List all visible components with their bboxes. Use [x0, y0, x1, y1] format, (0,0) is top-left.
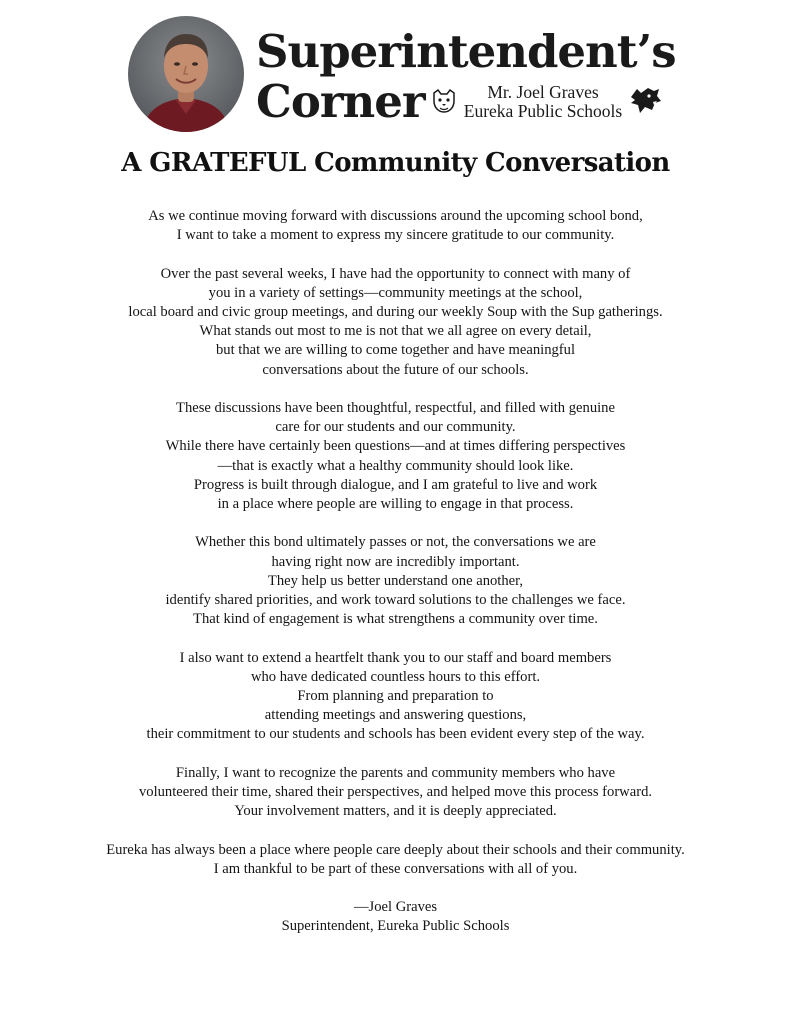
paragraph — [0, 841, 791, 879]
body-line: their commitment to our students and schools has been evident every step of the way. — [146, 726, 645, 743]
body-line: They help us better understand one another, — [267, 572, 524, 589]
body-line: local board and civic group meetings, and during our weekly Soup with the Sup gatherings. — [128, 304, 663, 320]
cougar-face-icon — [430, 88, 458, 114]
signature-block — [0, 898, 791, 936]
letter-body — [0, 207, 791, 937]
body-line: As we continue moving forward with discussions around the upcoming school bond, — [148, 208, 643, 224]
body-line: That kind of engagement is what strengthens a community over time. — [193, 611, 598, 628]
superintendent-portrait — [128, 16, 244, 132]
body-line: These discussions have been thoughtful, respectful, and filled with genuine — [176, 400, 615, 416]
portrait-photo — [128, 16, 244, 132]
body-line: —that is exactly what a healthy community should look like. — [217, 457, 574, 474]
body-line: Your involvement matters, and it is deeply appreciated. — [234, 803, 557, 820]
body-line: What stands out most to me is not that we all agree on every detail, — [199, 323, 592, 340]
body-line: Over the past several weeks, I have had the opportunity to connect with many of — [160, 265, 631, 282]
paragraph — [0, 265, 791, 380]
body-line: From planning and preparation to — [297, 688, 494, 705]
cougar-head-icon — [628, 85, 662, 115]
paragraph — [0, 764, 791, 822]
body-line: Progress is built through dialogue, and I am grateful to live and work — [193, 476, 598, 493]
body-line: identify shared priorities, and work toward solutions to the challenges we face. — [165, 592, 626, 609]
header-title-line-1: Superintendent’s — [256, 25, 676, 78]
body-line: in a place where people are willing to engage in that process. — [217, 496, 574, 513]
body-line: care for our students and our community. — [275, 419, 516, 436]
body-line: attending meetings and answering questions, — [264, 707, 527, 724]
header-title-line-2: Corner — [256, 75, 425, 128]
body-line: While there have certainly been questions—and at times differing perspectives — [165, 438, 626, 455]
body-line: but that we are willing to come together and have meaningful — [215, 342, 576, 359]
page-headline: A GRATEFUL Community Conversation — [121, 148, 670, 178]
body-line: you in a variety of settings—community meetings at the school, — [208, 284, 583, 301]
paragraph — [0, 533, 791, 629]
body-line: I am thankful to be part of these conversations with all of you. — [213, 860, 578, 877]
body-line: volunteered their time, shared their perspectives, and helped move this process forward. — [138, 784, 653, 801]
body-line: who have dedicated countless hours to this effort. — [250, 668, 541, 685]
byline — [460, 83, 626, 121]
body-line: I also want to extend a heartfelt thank you to our staff and board members — [179, 649, 612, 666]
signature-title: Superintendent, Eureka Public Schools — [281, 918, 510, 935]
paragraph — [0, 399, 791, 514]
body-line: Whether this bond ultimately passes or not, the conversations we are — [195, 534, 596, 551]
body-line: Eureka has always been a place where people care deeply about their schools and their community. — [106, 841, 685, 858]
signature-name: —Joel Graves — [353, 899, 438, 916]
paragraph — [0, 207, 791, 245]
page-header — [0, 0, 791, 140]
body-line: conversations about the future of our schools. — [262, 361, 529, 378]
paragraph — [0, 649, 791, 745]
byline-organization: Eureka Public Schools — [463, 101, 623, 121]
byline-name: Mr. Joel Graves — [487, 82, 599, 102]
body-line: having right now are incredibly important. — [271, 553, 520, 570]
body-line: Finally, I want to recognize the parents and community members who have — [175, 764, 616, 781]
body-line: I want to take a moment to express my sincere gratitude to our community. — [176, 227, 615, 244]
